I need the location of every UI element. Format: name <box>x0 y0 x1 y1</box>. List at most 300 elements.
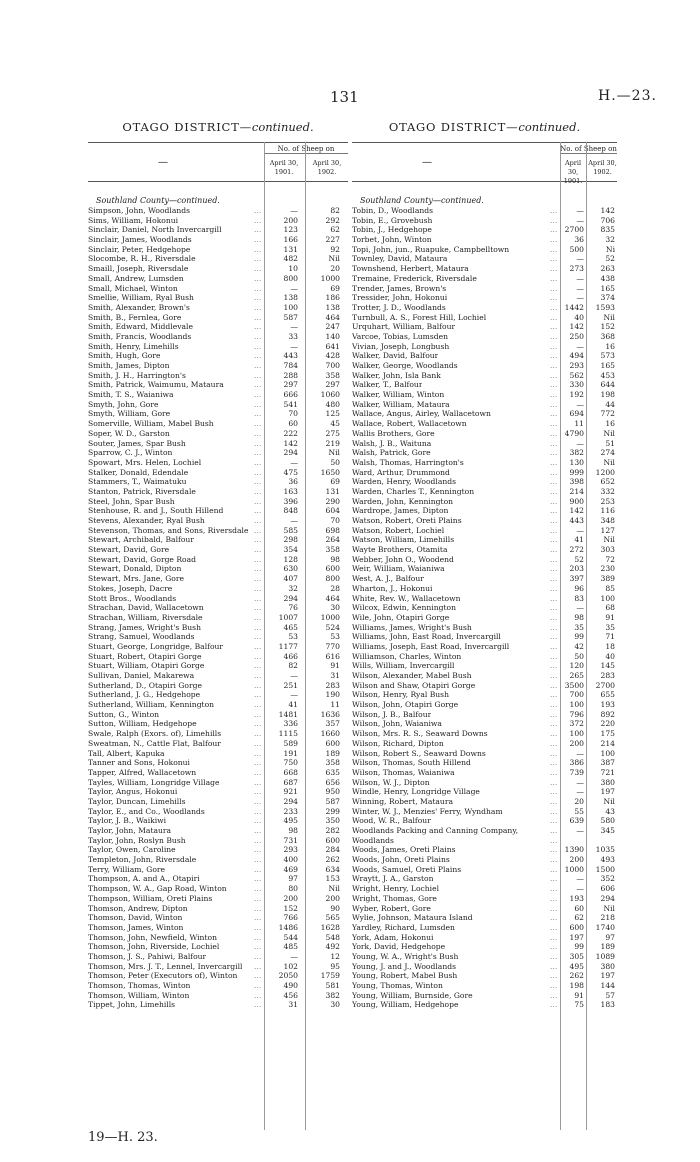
sheep-count-1902: 1660 <box>320 729 340 739</box>
sheep-count-1902: 380 <box>600 961 615 971</box>
sheep-count-1901: 1000 <box>564 864 584 874</box>
table-row: Thomson, James, Winton ... 1486 1628 <box>88 922 340 932</box>
sheep-count-1901: 10 <box>288 264 298 274</box>
owner-name: Wilson, Richard, Dipton <box>352 738 444 748</box>
owner-name: Wallis Brothers, Gore <box>352 428 435 438</box>
sheep-count-1901: 53 <box>288 632 298 642</box>
owner-name: Townley, David, Mataura <box>352 254 448 264</box>
owner-name: Stuart, George, Longridge, Balfour <box>88 641 224 651</box>
owner-name: Wilson, Henry, Ryal Bush <box>352 690 449 700</box>
table-row: Smith, T. S., Waianiwa ... 666 1060 <box>88 390 340 400</box>
owner-name: Wilson, Mrs. R. S., Seaward Downs <box>352 729 488 739</box>
table-row: Wilson, John, Waianiwa ... 372 220 <box>352 719 615 729</box>
table-row: Townshend, Herbert, Mataura ... 273 263 <box>352 264 615 274</box>
sheep-count-1902: 62 <box>330 225 340 235</box>
table-row: Young, William, Burnside, Gore ... 91 57 <box>352 990 615 1000</box>
table-row: Wright, Henry, Lochiel ... — 606 <box>352 884 615 894</box>
sheep-count-1902: 345 <box>600 826 615 835</box>
owner-name: Small, Michael, Winton <box>88 283 178 293</box>
sheep-count-1901: 398 <box>569 477 584 487</box>
sheep-count-1902: 95 <box>330 961 340 971</box>
sheep-count-1901: 297 <box>283 380 298 390</box>
sheep-count-1901: 191 <box>283 748 298 758</box>
owner-name: Smellie, William, Ryal Bush <box>88 293 194 303</box>
sheep-count-1902: 700 <box>325 361 340 370</box>
sheep-count-1901: 495 <box>283 816 298 826</box>
owner-name: Stott Bros., Woodlands <box>88 593 177 603</box>
sheep-count-1902: 91 <box>330 661 340 671</box>
sheep-count-1901: 298 <box>283 535 298 545</box>
sheep-count-1901: — <box>576 254 584 264</box>
owner-name: White, Rev. W., Wallacetown <box>352 593 461 603</box>
sheep-count-1902: 357 <box>325 719 340 729</box>
left-table-body <box>88 206 348 1010</box>
owner-name: Wilcox, Edwin, Kennington <box>352 603 456 613</box>
sheep-count-1901: 475 <box>283 467 298 477</box>
sheep-count-1902: 299 <box>325 806 340 816</box>
name-column-header: — <box>422 157 432 168</box>
table-row: Smith, Hugh, Gore ... 443 428 <box>88 351 340 361</box>
sheep-count-1901: 75 <box>574 1000 584 1010</box>
table-row: Wyber, Robert, Gore ... 60 Nil <box>352 903 615 913</box>
sheep-count-1902: 190 <box>325 690 340 700</box>
table-row: Wilson, John, Otapiri Gorge ... 100 193 <box>352 700 615 710</box>
owner-name: Young, Thomas, Winton <box>352 981 443 990</box>
sheep-count-1901: 666 <box>283 390 298 400</box>
owner-name: Walker, John, Isla Bank <box>352 370 441 380</box>
sheep-count-1901: 400 <box>283 855 298 865</box>
sheep-count-1902: Nil <box>603 457 615 467</box>
table-row: Sutton, William, Hedgehope ... 336 357 <box>88 719 340 729</box>
table-row: Walsh, J. B., Waituna ... — 51 <box>352 438 615 448</box>
sheep-count-1901: 100 <box>569 700 584 710</box>
sheep-count-1902: 348 <box>600 516 615 525</box>
owner-name: Thomson, John, Riverside, Lochiel <box>88 942 220 952</box>
owner-name: Tremaine, Frederick, Riversdale <box>352 273 477 283</box>
sheep-count-1902: 389 <box>600 574 615 584</box>
owner-name: Sinclair, James, Woodlands <box>88 235 192 245</box>
table-row: Walsh, Thomas, Harrington's ... 130 Nil <box>352 457 615 467</box>
sheep-count-1901: — <box>290 283 298 293</box>
sheep-count-1902: 634 <box>325 864 340 874</box>
table-row: Sparrow, C. J., Winton ... 294 Nil <box>88 448 340 458</box>
sheep-count-1901: 500 <box>569 244 584 254</box>
sheep-count-1901: — <box>290 516 298 525</box>
owner-name: Woods, James, Oreti Plains <box>352 845 456 855</box>
owner-name: Tippet, John, Limehills <box>88 1000 176 1010</box>
sheep-count-1902: 438 <box>600 273 615 283</box>
owner-name: Wills, William, Invercargill <box>352 661 455 671</box>
sheep-count-1902: Nil <box>328 448 340 458</box>
sheep-count-1901: 541 <box>283 399 298 409</box>
sheep-count-1902: 492 <box>325 942 340 952</box>
sheep-count-1901: 469 <box>283 864 298 874</box>
column-header-1901: April 30, 1901. <box>563 159 583 185</box>
sheep-count-1901: 600 <box>569 922 584 932</box>
sheep-count-1901: 131 <box>283 244 298 254</box>
table-row: Taylor, Owen, Caroline ... 293 284 <box>88 845 340 855</box>
sheep-count-1901: 900 <box>569 496 584 506</box>
owner-name: Thomson, Mrs. J. T., Lennel, Invercargill <box>88 961 243 971</box>
table-row: Watson, Robert, Oreti Plains ... 443 348 <box>352 516 615 525</box>
sheep-count-1901: 265 <box>569 671 584 680</box>
sheep-count-1902: 294 <box>600 893 615 903</box>
table-row: Wayte Brothers, Otamita ... 272 303 <box>352 545 615 555</box>
sheep-count-1902: 1628 <box>320 922 340 932</box>
sheep-count-1902: 69 <box>330 283 340 293</box>
sheep-count-1901: — <box>576 283 584 293</box>
table-row: Trender, James, Brown's ... — 165 <box>352 283 615 293</box>
sheep-count-1902: 274 <box>600 448 615 458</box>
table-row: Woods, Samuel, Oreti Plains ... 1000 1500 <box>352 864 615 874</box>
sheep-count-1901: — <box>576 777 584 787</box>
sheep-count-1901: 544 <box>283 932 298 942</box>
owner-name: Wilson, Robert S., Seaward Downs <box>352 748 486 758</box>
owner-name: Wilson, John, Waianiwa <box>352 719 442 729</box>
table-row: Woodlands Packing and Canning Company, ... — 345 <box>352 826 615 835</box>
table-row: Sinclair, Daniel, North Invercargill ... 123 62 <box>88 225 340 235</box>
owner-name: Wyber, Robert, Gore <box>352 903 431 913</box>
owner-name: Wilson, Thomas, Waianiwa <box>352 767 455 777</box>
owner-name: Strachan, David, Wallacetown <box>88 603 204 613</box>
sheep-count-1902: 374 <box>600 293 615 303</box>
sheep-count-1902: 131 <box>325 486 340 496</box>
sheep-count-1901: 784 <box>283 361 298 370</box>
sheep-count-1902: 835 <box>600 225 615 235</box>
sheep-count-1902: 644 <box>600 380 615 390</box>
sheep-count-1901: 443 <box>569 516 584 525</box>
sheep-count-1901: — <box>576 748 584 758</box>
table-row: Stewart, David, Gore ... 354 358 <box>88 545 340 555</box>
owner-name: Stewart, Archibald, Balfour <box>88 535 194 545</box>
sheep-count-1902: 524 <box>325 622 340 632</box>
sheep-count-1901: 562 <box>569 370 584 380</box>
sheep-count-1901: 250 <box>569 331 584 341</box>
table-row: Stanton, Patrick, Riversdale ... 163 131 <box>88 486 340 496</box>
owner-name: Woodlands <box>352 835 394 845</box>
owner-name: Topi, John, jun., Ruapuke, Campbelltown <box>352 244 510 254</box>
sheep-count-1902: 264 <box>325 535 340 545</box>
sheep-count-1901: 197 <box>569 932 584 942</box>
sheep-count-1902: 480 <box>325 399 340 409</box>
owner-name: Wilson, W. J., Dipton <box>352 777 430 787</box>
sheep-count-1901: 41 <box>288 700 298 710</box>
owner-name: Walsh, Patrick, Gore <box>352 448 431 458</box>
sheep-count-1902: 197 <box>600 787 615 797</box>
table-row: Sutherland, D., Otapiri Gorge ... 251 283 <box>88 680 340 690</box>
owner-name: Stalker, Donald, Edendale <box>88 467 189 477</box>
owner-name: Thomson, J. S., Pahiwi, Balfour <box>88 951 207 961</box>
owner-name: Weir, William, Waianiwa <box>352 564 445 574</box>
sheep-count-1901: 100 <box>569 729 584 739</box>
sheep-count-1901: 800 <box>283 273 298 283</box>
table-row: Simpson, John, Woodlands ... — 82 <box>88 206 340 215</box>
table-row: Walker, John, Isla Bank ... 562 453 <box>352 370 615 380</box>
owner-name: Turnbull, A. S., Forest Hill, Lochiel <box>352 312 487 322</box>
table-row: Walker, George, Woodlands ... 293 165 <box>352 361 615 370</box>
sheep-count-1901: 142 <box>569 322 584 332</box>
sheep-count-1902: 11 <box>330 700 340 710</box>
owner-name: Small, Andrew, Lumsden <box>88 273 184 283</box>
sheep-count-1901: 35 <box>574 622 584 632</box>
owner-name: Sutherland, J. G., Hedgehope <box>88 690 201 700</box>
sheep-count-1901: 96 <box>574 583 584 593</box>
sheep-count-1902: 97 <box>605 932 615 942</box>
owner-name: Walsh, J. B., Waituna <box>352 438 432 448</box>
table-row: Young, William, Hedgehope ... 75 183 <box>352 1000 615 1010</box>
sheep-count-1902: 297 <box>325 380 340 390</box>
sheep-count-1902: 175 <box>600 729 615 739</box>
owner-name: Taylor, John, Mataura <box>88 826 172 835</box>
sheep-count-1902: 40 <box>605 651 615 661</box>
sheep-count-1901: 305 <box>569 951 584 961</box>
sheep-count-1901: 120 <box>569 661 584 671</box>
owner-name: Smith, Alexander, Brown's <box>88 302 190 312</box>
owner-name: Winning, Robert, Mataura <box>352 796 453 806</box>
table-row: Wilcox, Edwin, Kennington ... — 68 <box>352 603 615 613</box>
table-row: Warden, Charles T., Kennington ... 214 332 <box>352 486 615 496</box>
sheep-count-1901: 166 <box>283 235 298 245</box>
owner-name: Williams, Joseph, East Road, Invercargill <box>352 641 510 651</box>
sheep-count-1901: 294 <box>283 796 298 806</box>
sheep-count-1902: 32 <box>605 235 615 245</box>
table-row: Souter, James, Spar Bush ... 142 219 <box>88 438 340 448</box>
sheep-count-1902: 616 <box>325 651 340 661</box>
sheep-count-1902: 82 <box>330 206 340 215</box>
sheep-count-1901: 82 <box>288 661 298 671</box>
table-row: Vivian, Joseph, Longbush ... — 16 <box>352 341 615 351</box>
table-row: Thomson, Andrew, Dipton ... 152 90 <box>88 903 340 913</box>
table-row: Smyth, John, Gore ... 541 480 <box>88 399 340 409</box>
sheep-count-1902: 600 <box>325 564 340 574</box>
owner-name: Wood, W. R., Balfour <box>352 816 431 826</box>
table-row: Wilson, Richard, Dipton ... 200 214 <box>352 738 615 748</box>
sheep-count-1901: 999 <box>569 467 584 477</box>
owner-name: Wayte Brothers, Otamita <box>352 545 448 555</box>
owner-name: Sims, William, Hokonui <box>88 215 179 225</box>
owner-name: Torbet, John, Winton <box>352 235 432 245</box>
table-row: Thompson, William, Oreti Plains ... 200 200 <box>88 893 340 903</box>
owner-name: Young, J. and J., Woodlands <box>352 961 456 971</box>
sheep-count-1902: 382 <box>325 990 340 1000</box>
sheep-count-1901: 80 <box>288 884 298 894</box>
owner-name: Stokes, Joseph, Dacre <box>88 583 173 593</box>
sheep-count-1902: 219 <box>325 438 340 448</box>
sheep-count-1901: 98 <box>288 826 298 835</box>
owner-name: Smith, Hugh, Gore <box>88 351 161 361</box>
sheep-count-1901: 687 <box>283 777 298 787</box>
owner-name: Walker, George, Woodlands <box>352 361 458 370</box>
sheep-count-1902: 214 <box>600 738 615 748</box>
right-table-body <box>352 206 617 1010</box>
sheep-count-1901: 443 <box>283 351 298 361</box>
sheep-count-1902: 45 <box>330 419 340 429</box>
sheep-count-1902: 283 <box>325 680 340 690</box>
owner-name: Smith, Henry, Limehills <box>88 341 179 351</box>
sheep-count-1902: 656 <box>325 777 340 787</box>
sheep-count-1902: 641 <box>325 341 340 351</box>
table-row: Thomson, John, Riverside, Lochiel ... 485 492 <box>88 942 340 952</box>
sheep-count-1902: 186 <box>325 293 340 303</box>
owner-name: Smaill, Joseph, Riversdale <box>88 264 189 274</box>
sheep-count-1901: — <box>576 603 584 613</box>
sheep-count-1901: 99 <box>574 632 584 642</box>
owner-name: Thomson, Andrew, Dipton <box>88 903 188 913</box>
table-row: York, Adam, Hokonui ... 197 97 <box>352 932 615 942</box>
sheep-count-1901: 630 <box>283 564 298 574</box>
sheep-count-1902: 183 <box>600 1000 615 1010</box>
sheep-count-1901: 273 <box>569 264 584 274</box>
table-row: Sutton, G., Winton ... 1481 1636 <box>88 709 340 719</box>
table-row: Young, Thomas, Winton ... 198 144 <box>352 981 615 990</box>
owner-name: Thompson, William, Oreti Plains <box>88 893 213 903</box>
sheep-count-1902: 587 <box>325 796 340 806</box>
table-row: Thomson, Thomas, Winton ... 490 581 <box>88 981 340 990</box>
table-row: Stammers, T., Waimatuku ... 36 69 <box>88 477 340 487</box>
table-row: Stewart, Donald, Dipton ... 630 600 <box>88 564 340 574</box>
owner-name: Warden, Charles T., Kennington <box>352 486 475 496</box>
table-row: Windle, Henry, Longridge Village ... — 197 <box>352 787 615 797</box>
owner-name: Wardrope, James, Dipton <box>352 506 449 516</box>
sheep-count-1901: 42 <box>574 641 584 651</box>
sheep-count-1901: 796 <box>569 709 584 719</box>
sheep-count-1902: 580 <box>600 816 615 826</box>
sheep-count-1901: 2700 <box>564 225 584 235</box>
sheep-count-1901: — <box>290 951 298 961</box>
table-row: Sullivan, Daniel, Makarewa ... — 31 <box>88 671 340 680</box>
sheep-count-1901: — <box>290 457 298 467</box>
table-row: Thomson, Peter (Executors of), Winton ... 2050 1759 <box>88 971 340 981</box>
sheep-count-1902: 35 <box>605 622 615 632</box>
table-row: Stuart, Robert, Otapiri Gorge ... 466 616 <box>88 651 340 661</box>
sheep-count-1902: 125 <box>325 409 340 419</box>
sheep-count-1902: 12 <box>330 951 340 961</box>
table-row: Stevenson, Thomas, and Sons, Riversdale ... 585 698 <box>88 525 340 535</box>
sheep-count-1901: 251 <box>283 680 298 690</box>
table-row: York, David, Hedgehope ... 99 189 <box>352 942 615 952</box>
table-row: Taylor, J. B., Waikiwi ... 495 350 <box>88 816 340 826</box>
table-row: Wilson, Robert S., Seaward Downs ... — 100 <box>352 748 615 758</box>
owner-name: Smith, Edward, Middlevale <box>88 322 193 332</box>
table-row: Trotter, J. D., Woodlands ... 1442 1593 <box>352 302 615 312</box>
sheep-count-1902: 144 <box>600 981 615 990</box>
sheep-count-1902: 227 <box>325 235 340 245</box>
owner-name: Townshend, Herbert, Mataura <box>352 264 469 274</box>
sheep-count-1902: 1740 <box>595 922 615 932</box>
sheep-count-1902: 368 <box>600 331 615 341</box>
sheep-count-1901: 1177 <box>278 641 298 651</box>
sheep-count-1901: 294 <box>283 448 298 458</box>
owner-name: Tobin, E., Grovebush <box>352 215 433 225</box>
sheep-count-1902: 57 <box>605 990 615 1000</box>
sheep-count-1901: 494 <box>569 351 584 361</box>
table-row: Stewart, David, Gorge Road ... 128 98 <box>88 554 340 564</box>
owner-name: Wright, Henry, Lochiel <box>352 884 440 894</box>
table-row: Stuart, William, Otapiri Gorge ... 82 91 <box>88 661 340 671</box>
sheep-count-1901: 214 <box>569 486 584 496</box>
owner-name: West, A. J., Balfour <box>352 574 424 584</box>
sheep-count-1902: 1035 <box>595 845 615 855</box>
table-row: Stuart, George, Longridge, Balfour ... 1177 770 <box>88 641 340 651</box>
owner-name: Warden, Henry, Woodlands <box>352 477 457 487</box>
sheep-count-1901: — <box>576 293 584 303</box>
section-heading: Southland County—continued. <box>360 196 484 205</box>
owner-name: Taylor, Angus, Hokonui <box>88 787 178 797</box>
table-row: Woods, James, Oreti Plains ... 1390 1035 <box>352 845 615 855</box>
sheep-count-1902: 548 <box>325 932 340 942</box>
owner-name: Templeton, John, Riversdale <box>88 855 197 865</box>
owner-name: Vivian, Joseph, Longbush <box>352 341 450 351</box>
sheep-count-1901: 639 <box>569 816 584 826</box>
sheep-count-1902: 600 <box>325 835 340 845</box>
owner-name: Thompson, A. and A., Otapiri <box>88 874 200 884</box>
table-row: Weir, William, Waianiwa ... 203 230 <box>352 564 615 574</box>
owner-name: Swale, Ralph (Exors. of), Limehills <box>88 729 222 739</box>
sheep-count-1902: 453 <box>600 370 615 380</box>
table-row: Young, W. A., Wright's Bush ... 305 1089 <box>352 951 615 961</box>
sheep-count-1901: 60 <box>574 903 584 913</box>
sheep-count-1902: 565 <box>325 913 340 923</box>
owner-name: Windle, Henry, Longridge Village <box>352 787 480 797</box>
sheep-count-1902: Nil <box>603 535 615 545</box>
owner-name: Stevens, Alexander, Ryal Bush <box>88 516 205 525</box>
sheep-count-1901: 222 <box>283 428 298 438</box>
owner-name: Trotter, J. D., Woodlands <box>352 302 446 312</box>
sheep-count-1902: 31 <box>330 671 340 680</box>
owner-name: Somerville, William, Mabel Bush <box>88 419 214 429</box>
table-row: Williams, Joseph, East Road, Invercargill ... 42 18 <box>352 641 615 651</box>
sheep-count-1901: 465 <box>283 622 298 632</box>
sheep-count-1902: 68 <box>605 603 615 613</box>
sheep-count-1902: 50 <box>330 457 340 467</box>
sheep-count-1901: 288 <box>283 370 298 380</box>
owner-name: Young, William, Hedgehope <box>352 1000 459 1010</box>
table-row: Smith, Patrick, Waimumu, Mataura ... 297 297 <box>88 380 340 390</box>
owner-name: Wraytt, J. A., Garston <box>352 874 434 884</box>
owner-name: York, Adam, Hokonui <box>352 932 434 942</box>
table-row: Sinclair, Peter, Hedgehope ... 131 92 <box>88 244 340 254</box>
sheep-count-1902: Nil <box>603 428 615 438</box>
sheep-count-1901: 587 <box>283 312 298 322</box>
sheep-count-1901: 40 <box>574 312 584 322</box>
table-row: Smith, Edward, Middlevale ... — 247 <box>88 322 340 332</box>
table-row: Strang, James, Wright's Bush ... 465 524 <box>88 622 340 632</box>
sheep-count-1902: 43 <box>605 806 615 816</box>
sheep-count-1902: 90 <box>330 903 340 913</box>
sheep-count-1901: 397 <box>569 574 584 584</box>
page-signature: 19—H. 23. <box>88 1130 158 1145</box>
table-row: Templeton, John, Riversdale ... 400 262 <box>88 855 340 865</box>
table-row: Turnbull, A. S., Forest Hill, Lochiel ... 40 Nil <box>352 312 615 322</box>
column-header-1902: April 30, 1902. <box>588 159 617 176</box>
left-table-header <box>88 142 348 182</box>
sheep-count-1902: 380 <box>600 777 615 787</box>
sheep-count-group-header: No. of Sheep on <box>264 145 348 154</box>
sheep-count-1901: 490 <box>283 981 298 990</box>
sheep-count-1901: 330 <box>569 380 584 390</box>
owner-name: Thomson, William, Winton <box>88 990 190 1000</box>
sheep-count-1901: 589 <box>283 738 298 748</box>
sheep-count-1901: 354 <box>283 545 298 555</box>
table-row: Wilson, Mrs. R. S., Seaward Downs ... 100 175 <box>352 729 615 739</box>
table-row: Yardley, Richard, Lumsden ... 600 1740 <box>352 922 615 932</box>
owner-name: Stewart, Mrs. Jane, Gore <box>88 574 184 584</box>
owner-name: Stewart, David, Gorge Road <box>88 554 197 564</box>
table-row: Webber, John O., Woodend ... 52 72 <box>352 554 615 564</box>
table-row: Smith, James, Dipton ... 784 700 <box>88 361 340 370</box>
sheep-count-1902: 85 <box>605 583 615 593</box>
owner-name: Wright, Thomas, Gore <box>352 893 437 903</box>
